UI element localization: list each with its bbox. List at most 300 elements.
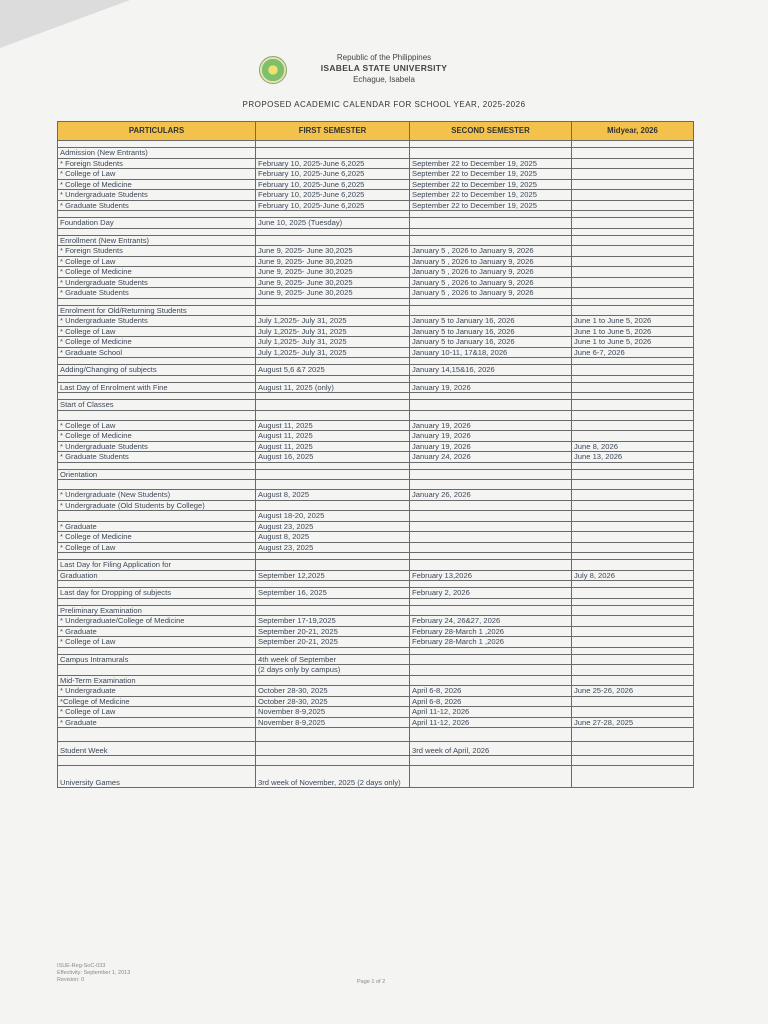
table-cell: 3rd week of November, 2025 (2 days only) xyxy=(256,766,410,788)
table-cell xyxy=(256,410,410,420)
revision: Revision: 0 xyxy=(57,977,85,983)
table-cell xyxy=(572,211,694,218)
section-row xyxy=(58,400,694,411)
table-cell xyxy=(256,728,410,742)
table-cell: August 8, 2025 xyxy=(256,490,410,501)
table-cell xyxy=(256,462,410,469)
table-row xyxy=(58,637,694,648)
table-cell xyxy=(572,696,694,707)
table-cell xyxy=(572,305,694,316)
table-cell xyxy=(410,756,572,766)
table-cell: February 10, 2025-June 6,2025 xyxy=(256,200,410,211)
table-cell: February 2, 2026 xyxy=(410,588,572,599)
table-cell xyxy=(572,179,694,190)
table-cell xyxy=(572,277,694,288)
table-cell: * College of Medicine xyxy=(58,532,256,543)
section-dropping: Last day for Dropping of subjects xyxy=(58,588,256,599)
table-cell: * Graduate xyxy=(58,626,256,637)
table-cell xyxy=(58,462,256,469)
table-cell: * College of Law xyxy=(58,542,256,553)
table-cell xyxy=(58,553,256,560)
section-midterm: Mid-Term Examination xyxy=(58,675,256,686)
table-cell: February 28-March 1 ,2026 xyxy=(410,637,572,648)
table-cell xyxy=(256,211,410,218)
table-cell: November 8-9,2025 xyxy=(256,717,410,728)
table-cell xyxy=(410,511,572,522)
table-cell: June 9, 2025- June 30,2025 xyxy=(256,288,410,299)
table-cell xyxy=(572,490,694,501)
table-row xyxy=(58,588,694,599)
table-row xyxy=(58,365,694,376)
table-cell xyxy=(572,532,694,543)
document-title: PROPOSED ACADEMIC CALENDAR FOR SCHOOL YEAR, 2025-2026 xyxy=(242,100,526,109)
table-cell xyxy=(58,298,256,305)
table-cell xyxy=(58,598,256,605)
table-cell xyxy=(410,469,572,480)
table-cell: January 19, 2026 xyxy=(410,382,572,393)
table-cell xyxy=(572,605,694,616)
table-row xyxy=(58,626,694,637)
table-cell xyxy=(572,665,694,676)
table-cell xyxy=(256,305,410,316)
table-cell xyxy=(410,298,572,305)
table-cell: April 6-8, 2026 xyxy=(410,696,572,707)
table-cell: July 1,2025- July 31, 2025 xyxy=(256,347,410,358)
table-cell xyxy=(410,228,572,235)
table-row xyxy=(58,190,694,201)
table-cell: September 22 to December 19, 2025 xyxy=(410,179,572,190)
table-cell: 3rd week of April, 2026 xyxy=(410,742,572,756)
table-cell: * Graduate Students xyxy=(58,200,256,211)
table-row xyxy=(58,316,694,327)
table-cell xyxy=(410,553,572,560)
table-cell: October 28-30, 2025 xyxy=(256,686,410,697)
table-cell: January 14,15&16, 2026 xyxy=(410,365,572,376)
table-cell xyxy=(410,675,572,686)
table-cell xyxy=(572,375,694,382)
table-cell xyxy=(572,431,694,442)
table-cell xyxy=(572,766,694,788)
table-cell: January 5 to January 16, 2026 xyxy=(410,337,572,348)
table-cell xyxy=(410,665,572,676)
table-row xyxy=(58,490,694,501)
table-row xyxy=(58,686,694,697)
paper-fold xyxy=(0,0,130,48)
table-cell: September 22 to December 19, 2025 xyxy=(410,158,572,169)
table-cell: July 1,2025- July 31, 2025 xyxy=(256,316,410,327)
table-cell xyxy=(256,500,410,511)
table-cell: January 5 to January 16, 2026 xyxy=(410,316,572,327)
table-cell: * Graduate xyxy=(58,717,256,728)
table-row xyxy=(58,158,694,169)
table-row xyxy=(58,766,694,788)
table-cell xyxy=(572,400,694,411)
table-cell: January 5 , 2026 to January 9, 2026 xyxy=(410,277,572,288)
table-cell: * Undergraduate Students xyxy=(58,316,256,327)
table-cell xyxy=(410,647,572,654)
table-cell: April 6-8, 2026 xyxy=(410,686,572,697)
table-cell: January 10-11, 17&18, 2026 xyxy=(410,347,572,358)
table-cell: * Graduate Students xyxy=(58,452,256,463)
header-row xyxy=(58,122,694,141)
section-orientation: Orientation xyxy=(58,469,256,480)
table-cell: June 8, 2026 xyxy=(572,441,694,452)
table-cell: June 1 to June 5, 2026 xyxy=(572,326,694,337)
table-cell: June 27-28, 2025 xyxy=(572,717,694,728)
table-cell: * College of Law xyxy=(58,637,256,648)
table-cell xyxy=(58,141,256,148)
table-cell xyxy=(410,148,572,159)
section-adding: Adding/Changing of subjects xyxy=(58,365,256,376)
table-cell: June 10, 2025 (Tuesday) xyxy=(256,218,410,229)
table-cell: * Undergraduate (New Students) xyxy=(58,490,256,501)
table-cell: September 22 to December 19, 2025 xyxy=(410,200,572,211)
table-row xyxy=(58,218,694,229)
table-row xyxy=(58,431,694,442)
table-cell: August 5,6 &7 2025 xyxy=(256,365,410,376)
section-row xyxy=(58,605,694,616)
table-cell: July 1,2025- July 31, 2025 xyxy=(256,326,410,337)
table-cell xyxy=(572,469,694,480)
col-particulars: PARTICULARS xyxy=(58,122,256,141)
table-row xyxy=(58,246,694,257)
form-code: ISUE-Reg-SoC-033 xyxy=(57,963,106,969)
table-cell xyxy=(572,542,694,553)
table-cell: January 5 to January 16, 2026 xyxy=(410,326,572,337)
table-cell xyxy=(572,675,694,686)
section-row xyxy=(58,675,694,686)
table-cell xyxy=(58,393,256,400)
table-cell: January 5 , 2026 to January 9, 2026 xyxy=(410,288,572,299)
table-cell: October 28-30, 2025 xyxy=(256,696,410,707)
table-cell: September 20-21, 2025 xyxy=(256,637,410,648)
table-cell xyxy=(410,581,572,588)
table-cell xyxy=(410,235,572,246)
table-cell xyxy=(58,511,256,522)
table-cell xyxy=(410,358,572,365)
section-prelim: Preliminary Examination xyxy=(58,605,256,616)
table-cell xyxy=(572,420,694,431)
table-cell: January 19, 2026 xyxy=(410,431,572,442)
table-cell xyxy=(410,393,572,400)
table-row xyxy=(58,452,694,463)
table-cell: January 24, 2026 xyxy=(410,452,572,463)
table-cell xyxy=(572,410,694,420)
table-cell xyxy=(572,200,694,211)
table-cell xyxy=(410,211,572,218)
table-cell: * College of Law xyxy=(58,256,256,267)
table-cell xyxy=(572,553,694,560)
table-cell xyxy=(572,382,694,393)
table-cell xyxy=(572,756,694,766)
table-cell: June 9, 2025- June 30,2025 xyxy=(256,267,410,278)
table-cell: * Graduate Students xyxy=(58,288,256,299)
table-row xyxy=(58,696,694,707)
table-cell xyxy=(572,521,694,532)
table-cell xyxy=(256,581,410,588)
table-cell xyxy=(572,288,694,299)
table-cell xyxy=(410,400,572,411)
table-cell xyxy=(410,375,572,382)
table-cell xyxy=(572,365,694,376)
table-cell xyxy=(572,647,694,654)
table-cell xyxy=(572,246,694,257)
table-cell xyxy=(410,218,572,229)
table-cell: September 22 to December 19, 2025 xyxy=(410,169,572,180)
table-cell xyxy=(58,728,256,742)
table-cell: January 19, 2026 xyxy=(410,441,572,452)
table-cell: (2 days only by campus) xyxy=(256,665,410,676)
table-cell: * College of Law xyxy=(58,420,256,431)
table-cell xyxy=(410,410,572,420)
table-cell: August 11, 2025 xyxy=(256,431,410,442)
table-row xyxy=(58,420,694,431)
form-code-block xyxy=(57,963,130,984)
table-cell xyxy=(572,480,694,490)
table-row xyxy=(58,742,694,756)
table-cell xyxy=(256,375,410,382)
table-cell: August 8, 2025 xyxy=(256,532,410,543)
table-cell: * College of Medicine xyxy=(58,267,256,278)
section-enrollment-new: Enrollment (New Entrants) xyxy=(58,235,256,246)
table-row xyxy=(58,382,694,393)
table-cell xyxy=(410,305,572,316)
table-cell xyxy=(572,169,694,180)
table-cell: * Undergraduate Students xyxy=(58,441,256,452)
table-cell: August 16, 2025 xyxy=(256,452,410,463)
table-cell xyxy=(410,500,572,511)
table-cell xyxy=(256,141,410,148)
table-cell xyxy=(58,410,256,420)
effectivity: Effectivity: September 1, 2013 xyxy=(57,970,131,976)
republic-line: Republic of the Philippines xyxy=(336,53,432,62)
table-cell xyxy=(572,626,694,637)
table-cell xyxy=(572,235,694,246)
section-university-games: University Games xyxy=(58,766,256,788)
table-row xyxy=(58,179,694,190)
section-row xyxy=(58,148,694,159)
table-cell: June 13, 2026 xyxy=(572,452,694,463)
table-row xyxy=(58,347,694,358)
table-row xyxy=(58,500,694,511)
table-cell xyxy=(410,480,572,490)
table-cell: 4th week of September xyxy=(256,654,410,665)
table-cell xyxy=(572,560,694,571)
table-cell xyxy=(256,358,410,365)
table-cell xyxy=(410,766,572,788)
table-cell: June 9, 2025- June 30,2025 xyxy=(256,277,410,288)
table-cell: April 11-12, 2026 xyxy=(410,717,572,728)
section-foundation: Foundation Day xyxy=(58,218,256,229)
table-cell xyxy=(58,228,256,235)
section-filing: Last Day for Filing Application for xyxy=(58,560,256,571)
table-row xyxy=(58,616,694,627)
table-cell xyxy=(256,480,410,490)
table-cell xyxy=(572,298,694,305)
table-cell xyxy=(58,581,256,588)
filing-graduation: Graduation xyxy=(58,570,256,581)
table-cell xyxy=(256,235,410,246)
table-cell xyxy=(256,228,410,235)
table-row xyxy=(58,542,694,553)
table-cell xyxy=(410,605,572,616)
table-cell: * College of Law xyxy=(58,326,256,337)
table-cell: February 10, 2025-June 6,2025 xyxy=(256,169,410,180)
table-row xyxy=(58,277,694,288)
table-cell xyxy=(256,756,410,766)
page-number: Page 1 of 2 xyxy=(357,979,386,985)
table-cell xyxy=(572,190,694,201)
table-cell: January 5 , 2026 to January 9, 2026 xyxy=(410,267,572,278)
table-cell xyxy=(256,675,410,686)
table-cell xyxy=(572,148,694,159)
table-cell xyxy=(572,598,694,605)
table-row xyxy=(58,521,694,532)
table-cell xyxy=(572,654,694,665)
calendar-table xyxy=(57,121,694,788)
table-row xyxy=(58,511,694,522)
table-cell: January 5 , 2026 to January 9, 2026 xyxy=(410,246,572,257)
table-row xyxy=(58,256,694,267)
table-cell: February 13,2026 xyxy=(410,570,572,581)
table-cell xyxy=(58,480,256,490)
table-row xyxy=(58,169,694,180)
section-row xyxy=(58,305,694,316)
document-header xyxy=(0,52,768,85)
section-row xyxy=(58,469,694,480)
table-cell: August 11, 2025 xyxy=(256,420,410,431)
table-cell xyxy=(572,742,694,756)
table-cell: * College of Law xyxy=(58,707,256,718)
table-cell: * Undergraduate (Old Students by College) xyxy=(58,500,256,511)
table-cell xyxy=(410,141,572,148)
table-cell: January 19, 2026 xyxy=(410,420,572,431)
table-cell: February 24, 26&27, 2026 xyxy=(410,616,572,627)
table-cell xyxy=(572,218,694,229)
table-cell xyxy=(410,598,572,605)
table-row xyxy=(58,665,694,676)
table-cell: June 1 to June 5, 2026 xyxy=(572,337,694,348)
table-cell: August 23, 2025 xyxy=(256,542,410,553)
table-cell: June 25-26, 2026 xyxy=(572,686,694,697)
table-cell xyxy=(256,647,410,654)
table-cell xyxy=(58,665,256,676)
table-row xyxy=(58,570,694,581)
table-cell: February 10, 2025-June 6,2025 xyxy=(256,179,410,190)
table-cell xyxy=(410,532,572,543)
table-cell: September 12,2025 xyxy=(256,570,410,581)
table-cell: * Graduate xyxy=(58,521,256,532)
table-cell: February 10, 2025-June 6,2025 xyxy=(256,190,410,201)
table-cell xyxy=(572,728,694,742)
table-cell xyxy=(256,553,410,560)
table-cell xyxy=(572,588,694,599)
table-cell xyxy=(410,462,572,469)
section-last-enrolment: Last Day of Enrolment with Fine xyxy=(58,382,256,393)
table-row xyxy=(58,267,694,278)
table-cell: * Foreign Students xyxy=(58,158,256,169)
table-cell: *College of Medicine xyxy=(58,696,256,707)
table-cell: February 10, 2025-June 6,2025 xyxy=(256,158,410,169)
section-intramurals: Campus Intramurals xyxy=(58,654,256,665)
table-row xyxy=(58,200,694,211)
location-line: Echague, Isabela xyxy=(353,75,415,84)
table-cell xyxy=(256,400,410,411)
table-cell: August 18-20, 2025 xyxy=(256,511,410,522)
col-first-semester: FIRST SEMESTER xyxy=(256,122,410,141)
table-row xyxy=(58,326,694,337)
table-cell: July 8, 2026 xyxy=(572,570,694,581)
table-cell xyxy=(58,358,256,365)
table-cell xyxy=(58,375,256,382)
table-cell: * Foreign Students xyxy=(58,246,256,257)
table-cell: January 5 , 2026 to January 9, 2026 xyxy=(410,256,572,267)
table-cell xyxy=(572,267,694,278)
table-cell xyxy=(410,560,572,571)
table-cell xyxy=(256,393,410,400)
table-cell xyxy=(410,521,572,532)
table-row xyxy=(58,560,694,571)
table-cell xyxy=(572,462,694,469)
table-cell xyxy=(572,393,694,400)
table-cell: November 8-9,2025 xyxy=(256,707,410,718)
section-student-week: Student Week xyxy=(58,742,256,756)
table-cell: February 28-March 1 ,2026 xyxy=(410,626,572,637)
table-cell xyxy=(572,256,694,267)
table-cell: September 16, 2025 xyxy=(256,588,410,599)
table-row xyxy=(58,532,694,543)
table-cell xyxy=(58,211,256,218)
table-row xyxy=(58,707,694,718)
table-cell xyxy=(58,756,256,766)
table-cell xyxy=(256,598,410,605)
table-cell xyxy=(256,148,410,159)
table-cell: * Undergraduate/College of Medicine xyxy=(58,616,256,627)
table-cell: September 22 to December 19, 2025 xyxy=(410,190,572,201)
table-cell xyxy=(256,605,410,616)
table-cell: * College of Law xyxy=(58,169,256,180)
table-row xyxy=(58,654,694,665)
table-row xyxy=(58,717,694,728)
table-cell: January 26, 2026 xyxy=(410,490,572,501)
section-admission: Admission (New Entrants) xyxy=(58,148,256,159)
table-cell xyxy=(572,616,694,627)
table-cell: August 23, 2025 xyxy=(256,521,410,532)
table-cell xyxy=(256,469,410,480)
section-row xyxy=(58,235,694,246)
table-cell xyxy=(410,542,572,553)
col-second-semester: SECOND SEMESTER xyxy=(410,122,572,141)
section-start-classes: Start of Classes xyxy=(58,400,256,411)
table-cell xyxy=(572,228,694,235)
table-cell xyxy=(572,511,694,522)
table-cell xyxy=(572,141,694,148)
col-midyear: Midyear, 2026 xyxy=(572,122,694,141)
table-cell xyxy=(572,707,694,718)
table-row xyxy=(58,288,694,299)
table-cell: September 17-19,2025 xyxy=(256,616,410,627)
table-cell: * Graduate School xyxy=(58,347,256,358)
table-cell: August 11, 2025 xyxy=(256,441,410,452)
table-cell xyxy=(572,358,694,365)
table-cell xyxy=(256,742,410,756)
table-cell: June 6-7, 2026 xyxy=(572,347,694,358)
table-cell: April 11-12, 2026 xyxy=(410,707,572,718)
table-cell: September 20-21, 2025 xyxy=(256,626,410,637)
table-cell: * College of Medicine xyxy=(58,337,256,348)
table-cell: * College of Medicine xyxy=(58,179,256,190)
section-enrollment-old: Enrolment for Old/Returning Students xyxy=(58,305,256,316)
